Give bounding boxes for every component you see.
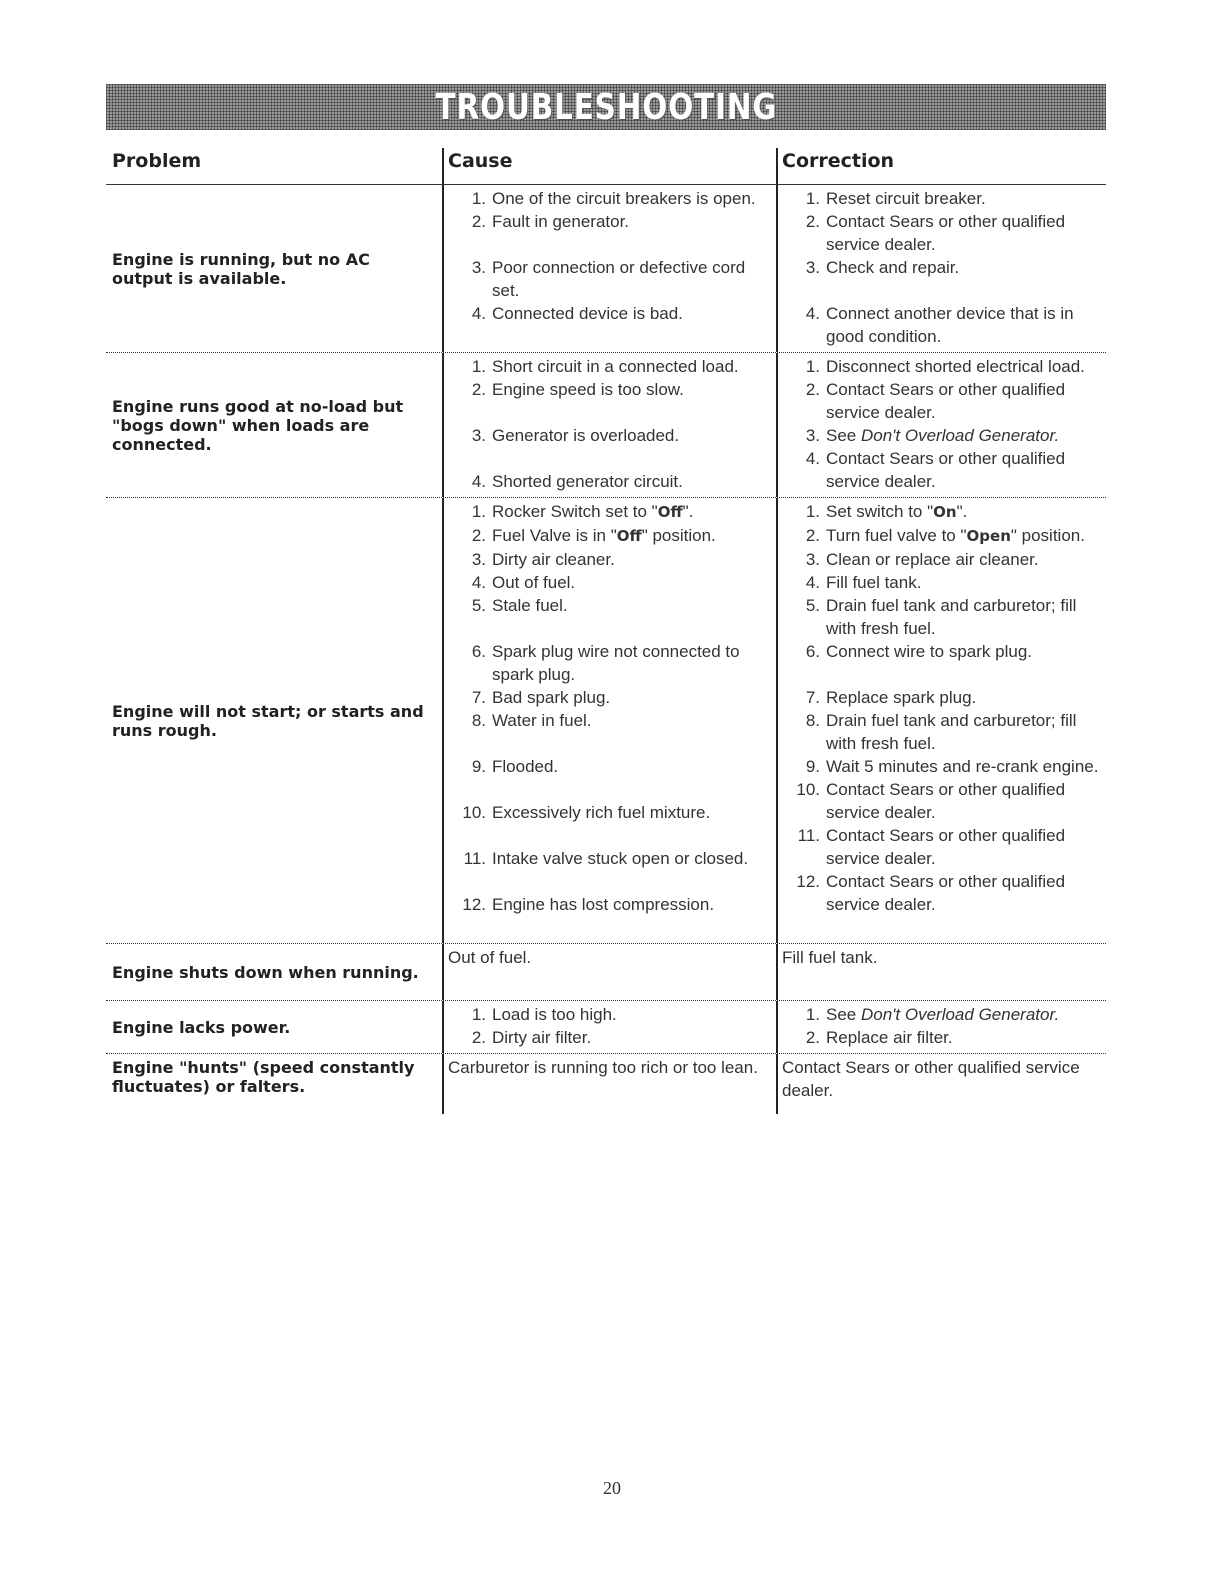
list-item: 6. Connect wire to spark plug. [805, 642, 1032, 661]
list-item: 11. Intake valve stuck open or closed. [463, 849, 749, 868]
cause-cell [442, 353, 776, 497]
list-item: 8. Drain fuel tank and carburetor; fill with fresh fuel. [805, 711, 1077, 753]
list-item: 1. See Don't Overload Generator. [805, 1005, 1060, 1024]
list-item: 10. Excessively rich fuel mixture. [462, 803, 711, 822]
table-header [106, 148, 1106, 185]
correction-cell: Fill fuel tank. [776, 944, 1106, 1000]
correction-cell: Contact Sears or other qualified service dealer. [776, 1054, 1106, 1114]
list-item: 9. Flooded. [471, 757, 559, 776]
list-item: 1. Short circuit in a connected load. [471, 357, 739, 376]
list-item: 3. See Don't Overload Generator. [805, 426, 1060, 445]
list-item: 2. Contact Sears or other qualified service dealer. [805, 380, 1066, 422]
table-row [106, 1001, 1106, 1054]
list-item: 2. Contact Sears or other qualified service dealer. [805, 212, 1066, 254]
title-banner [106, 84, 1106, 130]
list-item: 1. Load is too high. [471, 1005, 617, 1024]
table-row [106, 498, 1106, 944]
cause-cell [442, 185, 776, 352]
table-row [106, 185, 1106, 353]
cause-cell [442, 1001, 776, 1053]
list-item: 2. Replace air filter. [805, 1028, 953, 1047]
list-item: 7. Replace spark plug. [805, 688, 977, 707]
list-item: 6. Spark plug wire not connected to spark plug. [471, 642, 740, 684]
correction-cell [776, 353, 1106, 497]
list-item: 2. Engine speed is too slow. [471, 380, 684, 399]
problem-cell: Engine will not start; or starts and runs rough. [112, 701, 424, 740]
list-item: 10. Contact Sears or other qualified service dealer. [796, 780, 1066, 822]
list-item: 12. Engine has lost compression. [462, 895, 715, 914]
list-item: 1. Reset circuit breaker. [805, 189, 986, 208]
correction-cell [776, 498, 1106, 943]
list-item: 4. Out of fuel. [471, 573, 576, 592]
list-item: 5. Drain fuel tank and carburetor; fill with fresh fuel. [805, 596, 1077, 638]
page-title: TROUBLESHOOTING [435, 86, 777, 128]
problem-cell: Engine lacks power. [112, 1017, 291, 1037]
list-item: 12. Contact Sears or other qualified service dealer. [796, 872, 1066, 914]
list-item: 4. Connected device is bad. [471, 304, 683, 323]
list-item: 11. Contact Sears or other qualified service dealer. [797, 826, 1066, 868]
header-cause: Cause [442, 148, 776, 184]
list-item: 2. Fuel Valve is in "Off" position. [471, 526, 716, 545]
header-problem: Problem [112, 150, 202, 172]
correction-cell [776, 185, 1106, 352]
list-item: 5. Stale fuel. [471, 596, 568, 615]
correction-cell [776, 1001, 1106, 1053]
list-item: 3. Clean or replace air cleaner. [805, 550, 1039, 569]
cause-cell: Out of fuel. [442, 944, 776, 1000]
list-item: 4. Fill fuel tank. [805, 573, 922, 592]
list-item: 3. Dirty air cleaner. [471, 550, 615, 569]
list-item: 1. Set switch to "On". [805, 502, 968, 521]
cause-cell [442, 498, 776, 943]
list-item: 1. One of the circuit breakers is open. [471, 189, 756, 208]
problem-cell: Engine is running, but no AC output is available. [112, 249, 370, 288]
table-row [106, 353, 1106, 498]
list-item: 4. Shorted generator circuit. [471, 472, 683, 491]
list-item: 3. Check and repair. [805, 258, 960, 277]
list-item: 2. Dirty air filter. [471, 1028, 592, 1047]
list-item: 4. Connect another device that is in good condition. [805, 304, 1074, 346]
cause-cell: Carburetor is running too rich or too lean. [442, 1054, 776, 1114]
list-item: 3. Generator is overloaded. [471, 426, 680, 445]
page-number: 20 [603, 1478, 621, 1498]
problem-cell: Engine "hunts" (speed constantly fluctuates) or falters. [112, 1058, 415, 1096]
header-correction: Correction [776, 148, 1106, 184]
troubleshooting-table [106, 148, 1106, 1114]
problem-cell: Engine runs good at no-load but "bogs down" when loads are connected. [112, 396, 404, 454]
table-row [106, 1054, 1106, 1114]
table-row [106, 944, 1106, 1001]
list-item: 8. Water in fuel. [471, 711, 592, 730]
list-item: 9. Wait 5 minutes and re-crank engine. [805, 757, 1099, 776]
list-item: 4. Contact Sears or other qualified service dealer. [805, 449, 1066, 491]
list-item: 1. Disconnect shorted electrical load. [805, 357, 1085, 376]
list-item: 1. Rocker Switch set to "Off". [471, 502, 694, 521]
problem-cell: Engine shuts down when running. [112, 962, 419, 982]
list-item: 2. Turn fuel valve to "Open" position. [805, 526, 1085, 545]
list-item: 2. Fault in generator. [471, 212, 630, 231]
list-item: 3. Poor connection or defective cord set. [471, 258, 746, 300]
list-item: 7. Bad spark plug. [471, 688, 611, 707]
